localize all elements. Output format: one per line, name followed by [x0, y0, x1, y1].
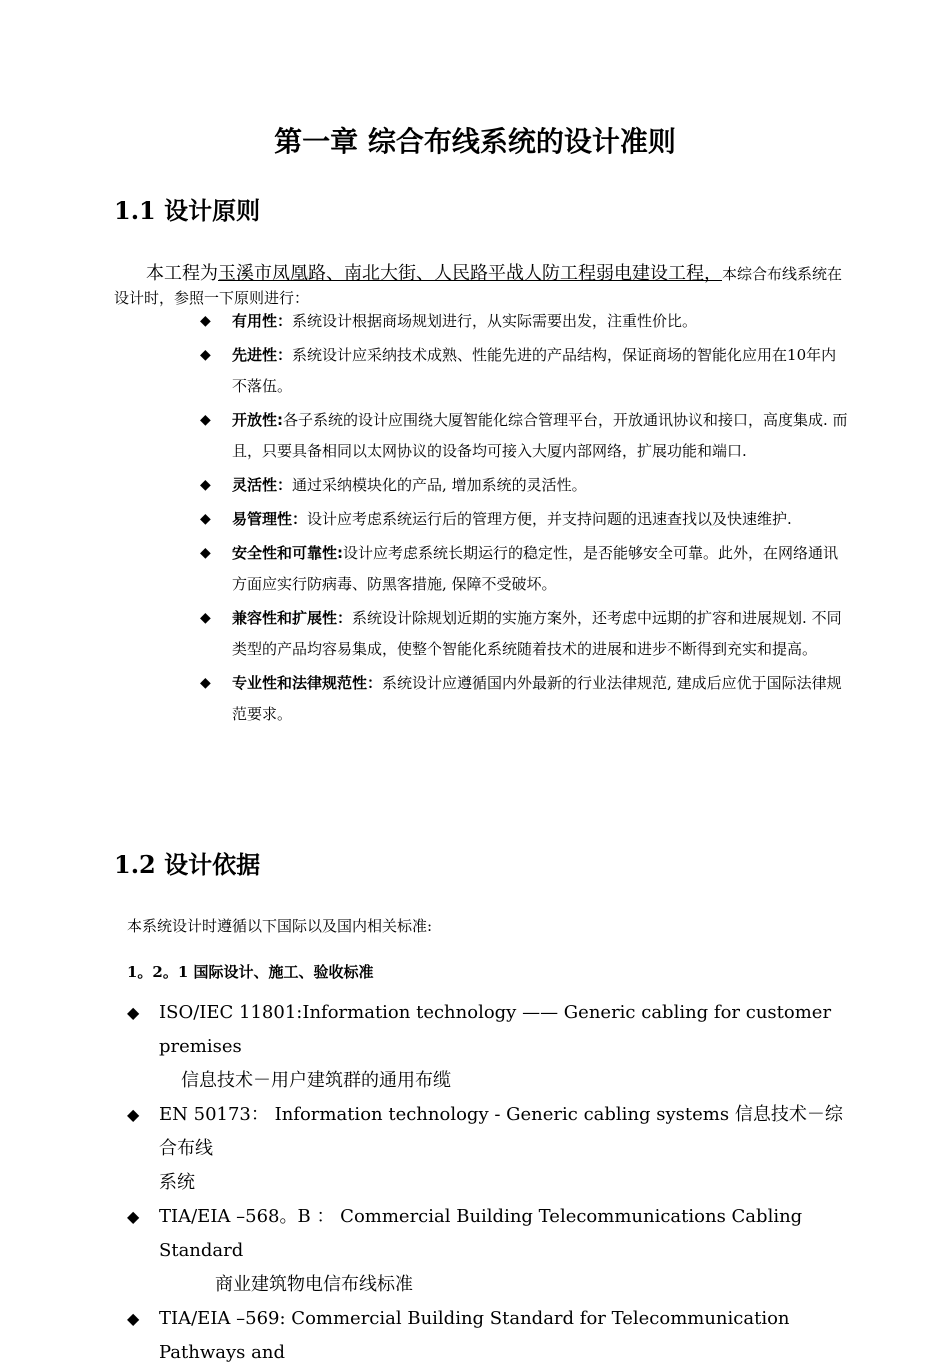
diamond-bullet-icon: ◆: [200, 610, 211, 626]
principle-text: 系统设计应遵循国内外最新的行业法律规范, 建成后应优于国际法律规范要求。: [232, 674, 842, 723]
principle-separator: ：: [277, 312, 293, 330]
standard-item: [127, 1200, 847, 1302]
principle-item: [200, 306, 850, 337]
principle-separator: :: [277, 411, 284, 429]
diamond-bullet-icon: ◆: [200, 545, 211, 561]
diamond-bullet-icon: ◆: [200, 511, 211, 527]
diamond-bullet-icon: ◆: [200, 477, 211, 493]
standard-translation: 系统: [159, 1172, 195, 1193]
standard-translation: 信息技术－用户建筑群的通用布缆: [181, 1070, 451, 1091]
standards-description: 本系统设计时遵循以下国际以及国内相关标准:: [127, 917, 433, 935]
principle-item: [200, 603, 850, 665]
principle-separator: ：: [292, 510, 308, 528]
intro-lead: 本工程为: [146, 263, 218, 284]
standard-translation: 商业建筑物电信布线标准: [215, 1274, 413, 1295]
principle-item: [200, 504, 850, 535]
diamond-bullet-icon: ◆: [127, 1105, 140, 1124]
principle-term: 开放性: [232, 411, 278, 429]
principle-item: [200, 538, 850, 600]
principle-term: 灵活性: [232, 476, 278, 494]
principle-text: 设计应考虑系统运行后的管理方便，并支持问题的迅速查找以及快速维护.: [307, 510, 792, 528]
principle-term: 有用性: [232, 312, 278, 330]
section-heading-design-principles: 1.1 设计原则: [114, 196, 261, 225]
principle-item: [200, 405, 850, 467]
standard-item: [127, 1302, 847, 1370]
principle-text: 系统设计根据商场规划进行，从实际需要出发，注重性价比。: [292, 312, 698, 330]
project-name: 玉溪市凤凰路、南北大街、人民路平战人防工程弱电建设工程，: [218, 263, 722, 284]
principle-separator: ：: [277, 346, 293, 364]
principle-term: 先进性: [232, 346, 278, 364]
standard-item: [127, 996, 847, 1098]
standard-name: TIA/EIA –569: Commercial Building Standard for Telecommunication Pathways and: [159, 1308, 790, 1363]
standard-name: ISO/IEC 11801:Information technology —— Generic cabling for customer premises: [159, 1002, 832, 1057]
principle-separator: ：: [277, 476, 293, 494]
principle-term: 安全性和可靠性: [232, 544, 338, 562]
principles-list: [200, 306, 850, 733]
principle-item: [200, 668, 850, 730]
chapter-title: 第一章 综合布线系统的设计准则: [274, 125, 676, 158]
principle-separator: :: [337, 544, 344, 562]
principle-text: 系统设计应采纳技术成熟、性能先进的产品结构，保证商场的智能化应用在10年内不落伍。: [232, 346, 837, 395]
diamond-bullet-icon: ◆: [200, 675, 211, 691]
standard-name: TIA/EIA –568。B ： Commercial Building Telecommunications Cabling Standard: [159, 1206, 803, 1261]
standard-item: [127, 1098, 847, 1200]
diamond-bullet-icon: ◆: [200, 313, 211, 329]
standard-name: EN 50173： Information technology - Generic cabling systems 信息技术－综合布线: [159, 1104, 843, 1159]
diamond-bullet-icon: ◆: [127, 1309, 140, 1328]
section-heading-design-basis: 1.2 设计依据: [114, 850, 261, 879]
principle-separator: ：: [367, 674, 383, 692]
diamond-bullet-icon: ◆: [200, 412, 211, 428]
principle-text: 各子系统的设计应围绕大厦智能化综合管理平台，开放通讯协议和接口，高度集成. 而且，只要具备相同以太网协议的设备均可接入大厦内部网络，扩展功能和端口.: [232, 411, 848, 460]
principle-item: [200, 340, 850, 402]
principle-text: 通过采纳模块化的产品, 增加系统的灵活性。: [292, 476, 587, 494]
principle-term: 专业性和法律规范性: [232, 674, 368, 692]
principle-text: 系统设计除规划近期的实施方案外，还考虑中远期的扩容和进展规划. 不同类型的产品均容易集成，使整个智能化系统随着技术的进展和进步不断得到充实和提高。: [232, 609, 842, 658]
principle-term: 兼容性和扩展性: [232, 609, 338, 627]
principle-term: 易管理性: [232, 510, 293, 528]
standards-list: [127, 996, 847, 1370]
subsection-heading-international-standards: 1。2。1 国际设计、施工、验收标准: [127, 963, 374, 981]
principle-text: 设计应考虑系统长期运行的稳定性，是否能够安全可靠。此外，在网络通讯方面应实行防病毒、防黑客措施, 保障不受破坏。: [232, 544, 839, 593]
intro-rest: 本综合布线系统在设计时，参照一下原则进行：: [114, 265, 843, 307]
diamond-bullet-icon: ◆: [127, 1003, 140, 1022]
diamond-bullet-icon: ◆: [127, 1207, 140, 1226]
diamond-bullet-icon: ◆: [200, 347, 211, 363]
principle-separator: ：: [337, 609, 353, 627]
intro-paragraph: [114, 262, 844, 310]
principle-item: [200, 470, 850, 501]
